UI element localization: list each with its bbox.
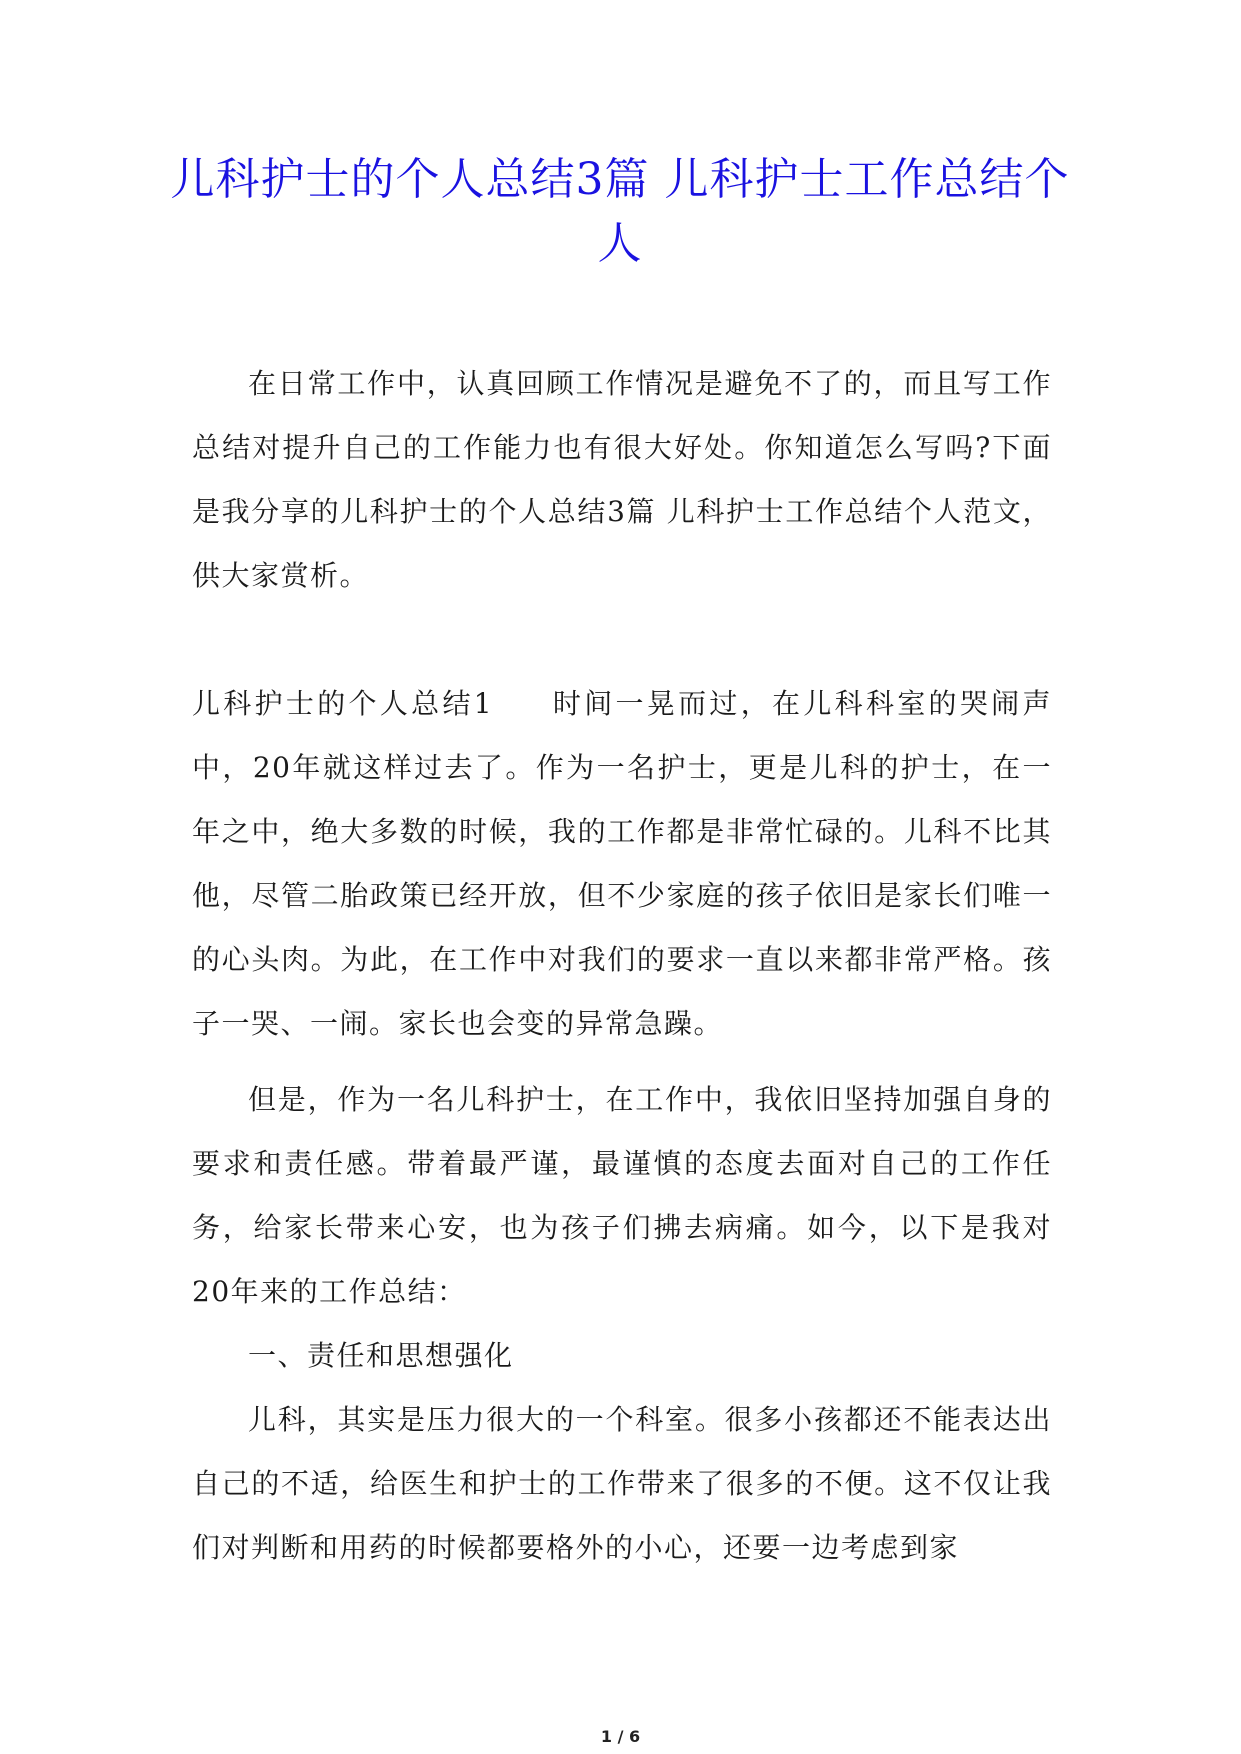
paragraph-3: 儿科，其实是压力很大的一个科室。很多小孩都还不能表达出自己的不适，给医生和护士的工作带来了很多的不便。这不仅让我们对判断和用药的时候都要格外的小心，还要一边考虑到家 xyxy=(192,1403,1052,1564)
section1-text: 时间一晃而过，在儿科科室的哭闹声中，20年就这样过去了。作为一名护士，更是儿科的护士，在一年之中，绝大多数的时候，我的工作都是非常忙碌的。儿科不比其他，尽管二胎政策已经开放，但不少家庭的孩子依旧是家长们唯一的心头肉。为此，在工作中对我们的要求一直以来都非常严格。孩子一哭、一闹。家长也会变的异常急躁。 xyxy=(192,687,1052,1040)
intro-paragraph: 在日常工作中，认真回顾工作情况是避免不了的，而且写工作总结对提升自己的工作能力也有很大好处。你知道怎么写吗?下面是我分享的儿科护士的个人总结3篇 儿科护士工作总结个人范文，供大家赏析。 xyxy=(192,367,1052,592)
section1-heading: 儿科护士的个人总结1 xyxy=(192,687,494,720)
document-title: 儿科护士的个人总结3篇 儿科护士工作总结个人 xyxy=(170,154,1070,269)
section1-paragraph xyxy=(192,672,1052,1056)
page-indicator: 1 / 6 xyxy=(600,1727,641,1746)
subheading-responsibility: 一、责任和思想强化 xyxy=(248,1339,514,1372)
paragraph-2: 但是，作为一名儿科护士，在工作中，我依旧坚持加强自身的要求和责任感。带着最严谨，最谨慎的态度去面对自己的工作任务，给家长带来心安，也为孩子们拂去病痛。如今，以下是我对20年来的工作总结： xyxy=(192,1083,1052,1308)
